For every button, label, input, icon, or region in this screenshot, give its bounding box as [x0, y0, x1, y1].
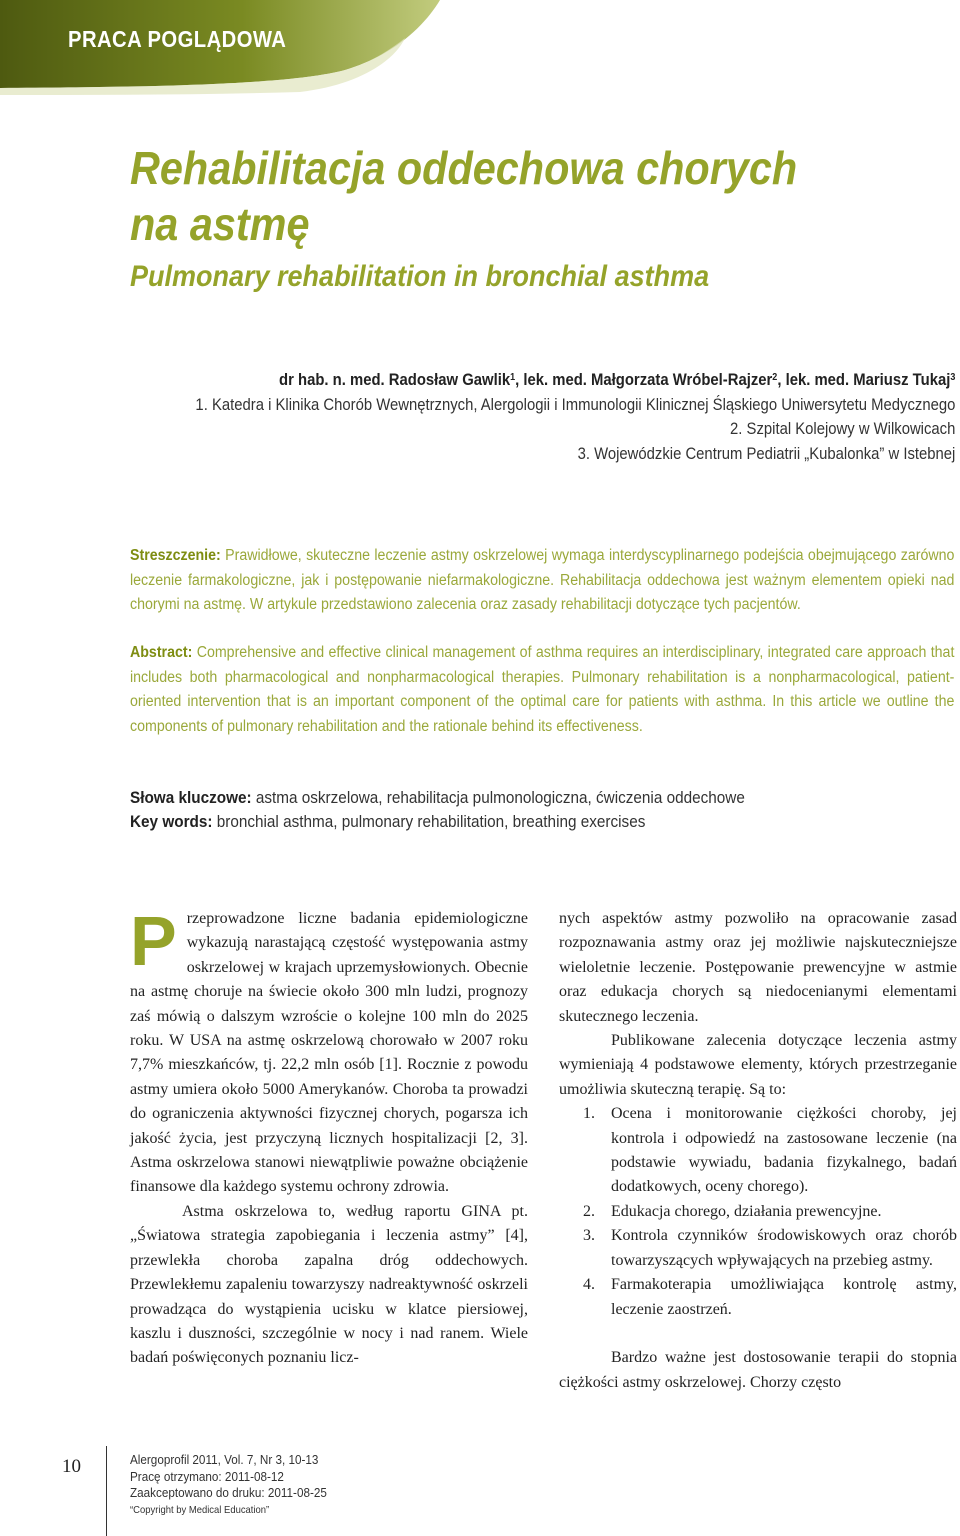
list-text: Ocena i monitorowanie ciężkości choroby, jej kontrola i odpowiedź na zastosowane leczenie (na podstawie wywiadu, badania fizykalnego, badań dodatkowych, oceny chorego). [611, 1105, 957, 1196]
list-number: 4. [583, 1276, 595, 1294]
abstract-polish [130, 544, 954, 618]
body-paragraph [130, 902, 528, 1200]
affiliation: 1. Katedra i Klinika Chorób Wewnętrznych, Alergologii i Immunologii Klinicznej Śląskiego Uniwersytetu Medycznego [195, 395, 955, 414]
list-item [559, 1273, 957, 1322]
list-text: Farmakoterapia umożliwiająca kontrolę astmy, leczenie zaostrzeń. [611, 1276, 957, 1318]
keywords-label: Słowa kluczowe: [130, 788, 252, 807]
list-number: 1. [583, 1105, 595, 1123]
received-date: Pracę otrzymano: 2011-08-12 [130, 1468, 284, 1484]
body-paragraph: Bardzo ważne jest dostosowanie terapii do stopnia ciężkości astmy oskrzelowej. Chorzy często [559, 1349, 957, 1391]
body-paragraph: Astma oskrzelowa to, według raportu GINA pt. „Światowa strategia zapobiegania i leczenia astmy” [4], przewlekła choroba zapalna dróg oddechowych. Przewlekłemu zapaleniu towarzyszy nadreaktywność oskrzeli prowadząca do wystąpienia ucisku w klatce piersiowej, kaszlu i duszności, szczególnie w nocy i nad ranem. Wiele badań poświęconych poznaniu licz- [130, 1202, 528, 1367]
list-number: 2. [583, 1202, 595, 1220]
copyright-notice: “Copyright by Medical Education” [130, 1503, 270, 1516]
drop-cap: P [130, 902, 177, 980]
article-subtitle: Pulmonary rehabilitation in bronchial asthma [130, 260, 710, 293]
list-text: Kontrola czynników środowiskowych oraz chorób towarzyszących wpływających na przebieg astmy. [611, 1227, 957, 1269]
keywords-polish [130, 786, 745, 810]
accepted-date: Zaakceptowano do druku: 2011-08-25 [130, 1485, 327, 1500]
page-number: 10 [62, 1456, 81, 1477]
keywords-english [130, 810, 745, 834]
body-column-right [559, 907, 957, 1395]
abstract-english [130, 641, 954, 739]
author-name: , lek. med. Mariusz Tukaj [776, 371, 950, 389]
author-name: dr hab. n. med. Radosław Gawlik [278, 371, 510, 389]
title-line: Rehabilitacja oddechowa chorych [130, 142, 798, 194]
abstract-label: Abstract: [130, 644, 193, 661]
affiliation-mark: 1 [509, 372, 515, 383]
keywords-text: astma oskrzelowa, rehabilitacja pulmonologiczna, ćwiczenia oddechowe [251, 788, 745, 807]
spacer [559, 1322, 957, 1346]
paragraph-text: rzeprowadzone liczne badania epidemiologiczne wykazują narastającą częstość występowania astmy oskrzelowej w krajach uprzemysłowionych. Obecnie na astmę choruje na świecie około 300 mln ludzi, prognozy zaś mówią o dalszym wzroście o kolejne 100 mln do 2025 roku. W USA na astmę oskrzelową chorowało w 2007 roku 7,7% mieszkańców, tj. 22,2 mln osób [1]. Rocznie z powodu astmy umiera około 5000 Amerykanów. Choroba ta prowadzi do ograniczenia aktywności fizycznej chorych, pogarsza ich jakość życia, jest przyczyną licznych hospitalizacji [2, 3]. Astma oskrzelowa stanowi niewątpliwie poważne obciążenie finansowe dla każdego systemu ochrony zdrowia. [130, 910, 528, 1196]
author-block [111, 368, 955, 466]
article-title [130, 140, 850, 252]
affiliation: 2. Szpital Kolejowy w Wilkowicach [729, 420, 955, 438]
list-item [559, 1200, 957, 1224]
keywords-label: Key words: [130, 812, 213, 831]
abstract-text: Prawidłowe, skuteczne leczenie astmy oskrzelowej wymaga interdyscyplinarnego podejścia obejmującego zarówno leczenie farmakologiczne, jak i postępowanie niefarmakologiczne. Rehabilitacja oddechowa jest ważnym elementem opieki nad chorymi na astmę. W artykule przedstawiono zalecenia oraz zasady rehabilitacji dotyczące tych pacjentów. [130, 547, 955, 613]
body-paragraph: nych aspektów astmy pozwoliło na opracowanie zasad rozpoznawania astmy oraz jej możliwie najskuteczniejsze wieloletnie leczenie. Postępowanie prewencyjne w astmie oraz edukacja chorych są niedocenianymi elementami skutecznego leczenia. [559, 910, 957, 1025]
author-names [195, 368, 955, 393]
section-label: PRACA POGLĄDOWA [68, 26, 287, 52]
footer-divider [106, 1446, 107, 1536]
numbered-list [559, 1102, 957, 1322]
section-banner [0, 0, 960, 95]
list-number: 3. [583, 1227, 595, 1245]
title-line: na astmę [130, 198, 310, 250]
list-text: Edukacja chorego, działania prewencyjne. [611, 1202, 882, 1220]
body-column-left [130, 902, 528, 1371]
footer-metadata [130, 1452, 349, 1518]
abstract-text: Comprehensive and effective clinical management of asthma requires an interdisciplinary, integrated care approach that includes both pharmacological and nonpharmacological therapies. Pulmonary rehabilitation is a nonpharmacological, patient-oriented intervention that is an important component of the optimal care for patients with asthma. In this article we outline the components of pulmonary rehabilitation and the rationale behind its effectiveness. [130, 644, 955, 735]
affiliation-mark: 2 [771, 372, 777, 383]
keywords-text: bronchial asthma, pulmonary rehabilitation, breathing exercises [212, 812, 646, 831]
list-item [559, 1102, 957, 1200]
list-item [559, 1224, 957, 1273]
body-paragraph: Publikowane zalecenia dotyczące leczenia astmy wymieniają 4 podstawowe elementy, których przestrzeganie umożliwia skuteczną terapię. Są to: [559, 1032, 957, 1098]
journal-citation: Alergoprofil 2011, Vol. 7, Nr 3, 10-13 [130, 1452, 319, 1467]
abstract-label: Streszczenie: [130, 547, 221, 564]
keywords-block [130, 786, 813, 834]
affiliation-mark: 3 [949, 372, 955, 383]
affiliation: 3. Wojewódzkie Centrum Pediatrii „Kubalonka” w Istebnej [577, 444, 955, 463]
author-name: , lek. med. Małgorzata Wróbel-Rajzer [514, 371, 772, 389]
